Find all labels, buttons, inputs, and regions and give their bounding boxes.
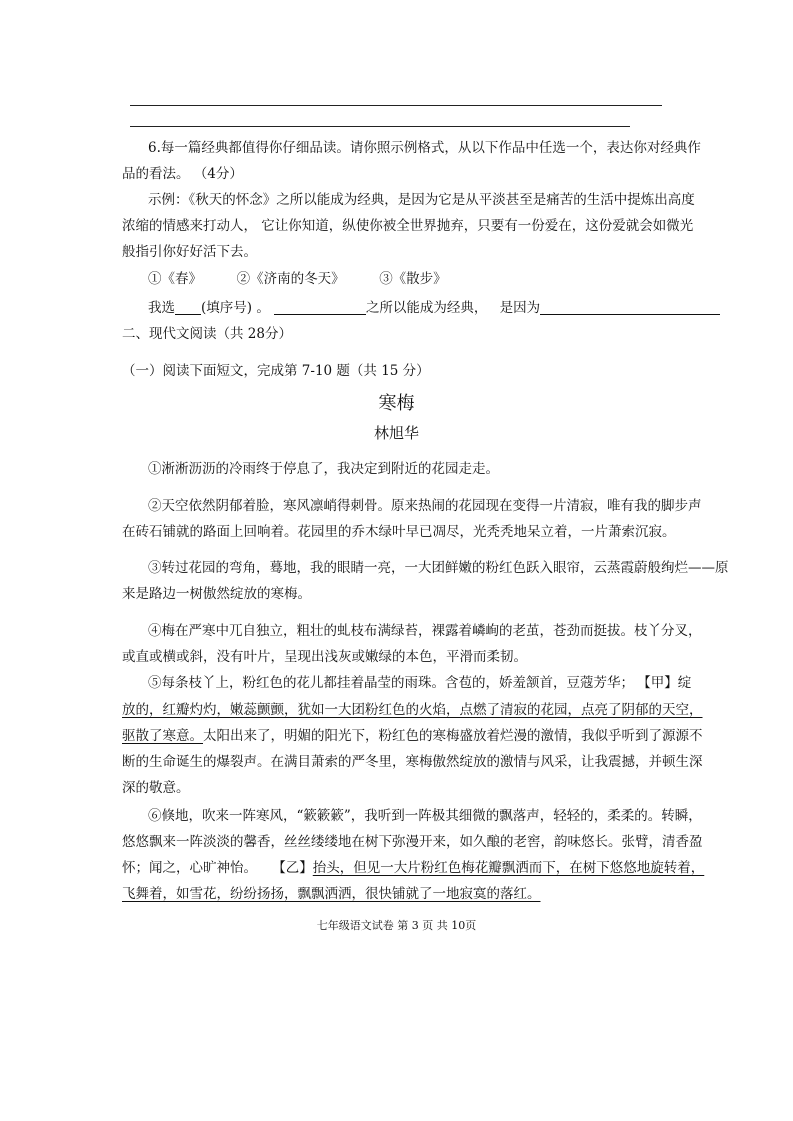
- q6-example-1: 示例：《秋天的怀念》之所以能成为经典，是因为它是从平淡甚至是痛苦的生活中提炼出高度: [148, 192, 695, 208]
- option-3: ③《散步》: [379, 271, 447, 287]
- paragraph-2-line-1: ②天空依然阴郁着脸，寒风凛峭得刺骨。原来热闹的花园现在变得一片清寂，唯有我的脚步声: [148, 498, 702, 514]
- answer-blank-work[interactable]: [274, 300, 366, 315]
- fill-text-d: 是因为: [499, 300, 541, 316]
- paragraph-6-line-4: 飞舞着，如雪花，纷纷扬扬，飘飘洒洒，很快铺就了一地寂寞的落红。: [122, 886, 541, 902]
- answer-blank-number[interactable]: [175, 300, 201, 315]
- option-2: ②《济南的冬天》: [236, 271, 345, 287]
- answer-line-1: [130, 105, 662, 106]
- q6-example-3: 般指引你好好活下去。: [122, 244, 257, 260]
- p5-marker-jia: 【甲】绽: [644, 675, 692, 691]
- q6-fill-line: [148, 298, 720, 318]
- fill-text-b: (填序号) 。: [201, 300, 270, 316]
- answer-blank-reason[interactable]: [540, 300, 720, 315]
- p6-underlined-a: 抬头，但见一大片粉红色梅花瓣飘洒而下，在树下悠悠地旋转着，: [312, 860, 705, 876]
- p6-text-a: 怀；闻之，心旷神怡。: [122, 860, 257, 876]
- paragraph-5-line-2: 放的，红瓣灼灼，嫩蕊颤颤，犹如一大团粉红色的火焰，点燃了清寂的花园，点亮了阴郁的天空，: [122, 702, 703, 718]
- fill-text-a: 我选: [148, 300, 175, 316]
- option-1: ①《春》: [148, 271, 202, 287]
- paragraph-6-line-3: [122, 858, 704, 878]
- section-2-heading: 二、现代文阅读（共 28分）: [122, 326, 292, 342]
- paragraph-5-line-3: [122, 726, 703, 746]
- paragraph-1: ①淅淅沥沥的冷雨终于停息了，我决定到附近的花园走走。: [148, 461, 499, 477]
- fill-text-c: 之所以能成为经典，: [365, 300, 488, 316]
- q6-line-2: 品的看法。 （4分）: [122, 166, 243, 182]
- page-footer: 七年级语文试卷 第 3 页 共 10页: [316, 919, 477, 932]
- answer-line-2: [130, 126, 630, 127]
- p5-text-a: ⑤每条枝丫上，粉红色的花儿都挂着晶莹的雨珠。含苞的，娇羞颔首，豆蔻芳华；: [148, 675, 634, 691]
- paragraph-6-line-1: ⑥倏地，吹来一阵寒风，“簌簌簌”，我听到一阵极其细微的飘落声，轻轻的，柔柔的。转瞬，: [148, 808, 702, 824]
- paragraph-5-line-4: 断的生命诞生的爆裂声。在满目萧索的严冬里，寒梅傲然绽放的激情与风采，让我震撼，并顿生深: [122, 754, 703, 770]
- article-author: 林旭华: [373, 424, 419, 442]
- q6-options: [148, 269, 447, 289]
- paragraph-4-line-2: 或直或横或斜，没有叶片，呈现出浅灰或嫩绿的本色，平滑而柔韧。: [122, 649, 527, 665]
- article-title: 寒梅: [378, 393, 415, 414]
- paragraph-5-line-5: 深的敬意。: [122, 780, 190, 796]
- paragraph-3-line-1: ③转过花园的弯角，蓦地，我的眼睛一亮，一大团鲜嫩的粉红色跃入眼帘，云蒸霞蔚般绚烂——原: [148, 560, 729, 576]
- paragraph-3-line-2: 来是路边一树傲然绽放的寒梅。: [122, 586, 311, 602]
- paragraph-2-line-2: 在砖石铺就的路面上回响着。花园里的乔木绿叶早已凋尽，光秃秃地呆立着，一片萧索沉寂。: [122, 524, 676, 540]
- paragraph-5-line-1: [148, 673, 691, 693]
- subsection-1-heading: （一）阅读下面短文，完成第 7-10 题（共 15 分）: [122, 363, 430, 379]
- paragraph-6-line-2: 悠悠飘来一阵淡淡的馨香，丝丝缕缕地在树下弥漫开来，如久酿的老窖，韵味悠长。张臂，清香盈: [122, 834, 703, 850]
- p5-text-b: 太阳出来了，明媚的阳光下，粉红色的寒梅盛放着烂漫的激情，我似乎听到了源源不: [203, 728, 703, 744]
- p5-underlined-end: 驱散了寒意。: [122, 728, 203, 744]
- paragraph-4-line-1: ④梅在严寒中兀自独立，粗壮的虬枝布满绿苔，裸露着嶙峋的老茧，苍劲而挺拔。枝丫分叉，: [148, 623, 702, 639]
- p6-marker-yi: 【乙】: [279, 860, 313, 876]
- q6-line-1: 6.每一篇经典都值得你仔细品读。请你照示例格式，从以下作品中任选一个，表达你对经典作: [148, 140, 701, 156]
- q6-example-2: 浓缩的情感来打动人， 它让你知道，纵使你被全世界抛弃，只要有一份爱在，这份爱就会如微光: [122, 218, 694, 234]
